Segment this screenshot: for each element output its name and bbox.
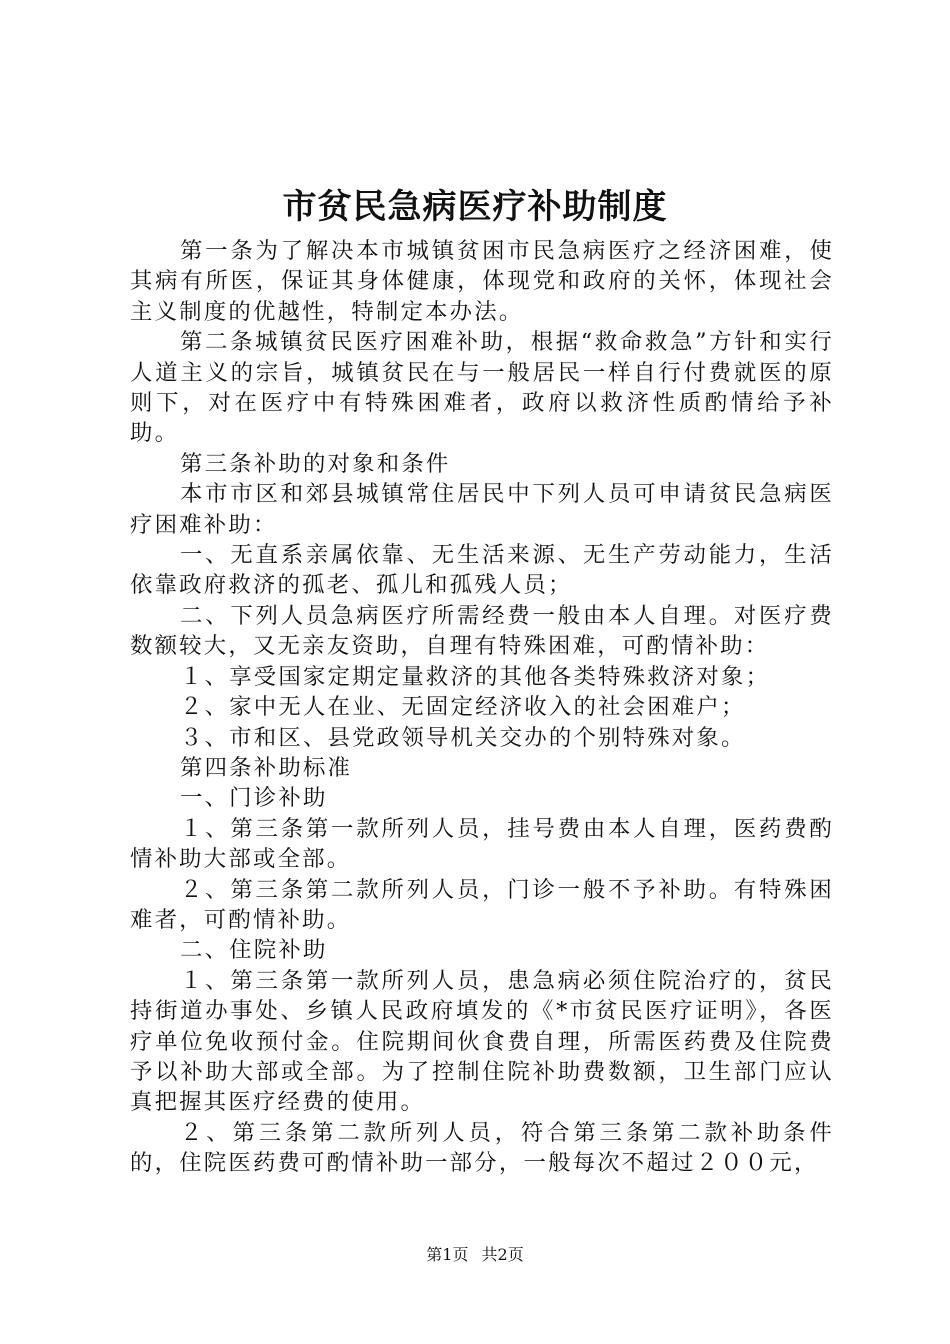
paragraph-article-3-heading: 第三条补助的对象和条件 (180, 450, 451, 477)
paragraph-article-1: 第一条为了解决本市城镇贫困市民急病医疗之经济困难，使其病有所医，保证其身体健康，体现党和政府的关怀，体现社会主义制度的优越性，特制定本办法。 (130, 238, 834, 325)
paragraph-inpatient-item-1: １、第三条第一款所列人员，患急病必须住院治疗的，贫民持街道办事处、乡镇人民政府填发的《*市贫民医疗证明》，各医疗单位免收预付金。住院期间伙食费自理，所需医药费及住院费予以补助大部或全部。为了控制住院补助费数额，卫生部门应认真把握其医疗经费的使用。 (130, 967, 834, 1116)
paragraph-outpatient-heading: 一、门诊补助 (180, 785, 328, 812)
page-footer (0, 1245, 950, 1265)
paragraph-outpatient-item-2: ２、第三条第二款所列人员，门诊一般不予补助。有特殊困难者，可酌情补助。 (130, 876, 834, 933)
paragraph-outpatient-item-1: １、第三条第一款所列人员，挂号费由本人自理，医药费酌情补助大部或全部。 (130, 815, 834, 873)
paragraph-article-4-heading: 第四条补助标准 (180, 754, 353, 781)
paragraph-subitem-1: １、享受国家定期定量救济的其他各类特殊救济对象； (180, 663, 771, 690)
document-title: 市贫民急病医疗补助制度 (282, 187, 668, 227)
paragraph-eligibility-intro: 本市市区和郊县城镇常住居民中下列人员可申请贫民急病医疗困难补助： (130, 481, 834, 538)
paragraph-article-2: 第二条城镇贫民医疗困难补助，根据“救命救急”方针和实行人道主义的宗旨，城镇贫民在与一般居民一样自行付费就医的原则下，对在医疗中有特殊困难者，政府以救济性质酌情给予补助。 (130, 329, 834, 447)
page-total: 共2页 (481, 1245, 524, 1264)
paragraph-subitem-3: ３、市和区、县党政领导机关交办的个别特殊对象。 (180, 724, 746, 751)
paragraph-inpatient-item-2: ２、第三条第二款所列人员，符合第三条第二款补助条件的，住院医药费可酌情补助一部分，一般每次不超过２００元， (130, 1119, 834, 1177)
paragraph-eligibility-item-2: 二、下列人员急病医疗所需经费一般由本人自理。对医疗费数额较大，又无亲友资助，自理有特殊困难，可酌情补助： (130, 602, 834, 660)
paragraph-subitem-2: ２、家中无人在业、无固定经济收入的社会困难户； (180, 694, 746, 721)
paragraph-eligibility-item-1: 一、无直系亲属依靠、无生活来源、无生产劳动能力，生活依靠政府救济的孤老、孤儿和孤残人员； (130, 542, 834, 599)
page-number: 第1页 (426, 1245, 469, 1264)
paragraph-inpatient-heading: 二、住院补助 (180, 937, 328, 964)
document-body (130, 236, 834, 1179)
